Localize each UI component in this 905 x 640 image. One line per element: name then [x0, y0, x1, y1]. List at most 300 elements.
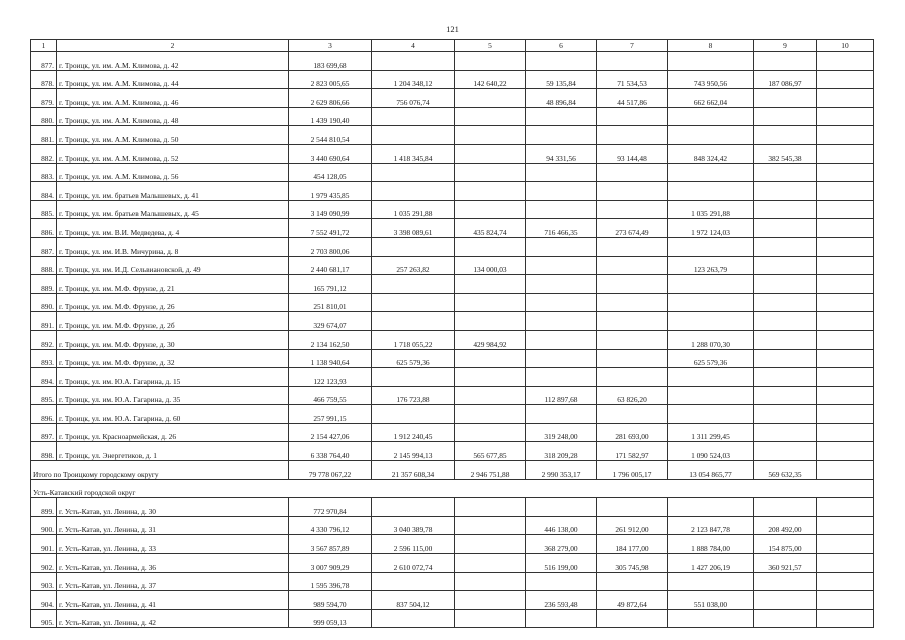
- table-row: [31, 219, 874, 238]
- amount-cell: [526, 312, 597, 331]
- amount-cell: [754, 52, 817, 71]
- amount-cell: [455, 386, 526, 405]
- total-amount-cell: 2 990 353,17: [526, 461, 597, 480]
- amount-cell: 466 759,55: [289, 386, 372, 405]
- row-number: 903.: [31, 572, 57, 591]
- row-number: 892.: [31, 330, 57, 349]
- address-cell: г. Троицк, ул. им. М.Ф. Фрунзе, д. 30: [57, 330, 289, 349]
- address-cell: г. Троицк, ул. им. братьев Малышевых, д. 41: [57, 182, 289, 201]
- amount-cell: 3 567 857,89: [289, 535, 372, 554]
- amount-cell: [754, 609, 817, 628]
- amount-cell: [526, 498, 597, 517]
- address-cell: г. Троицк, ул. им. И.В. Мичурина, д. 8: [57, 237, 289, 256]
- amount-cell: 2 440 681,17: [289, 256, 372, 275]
- amount-cell: [597, 293, 668, 312]
- amount-cell: 305 745,98: [597, 554, 668, 573]
- amount-cell: [668, 126, 754, 145]
- amount-cell: [597, 182, 668, 201]
- amount-cell: 743 950,56: [668, 70, 754, 89]
- section-title: Усть-Катавский городской округ: [31, 479, 874, 498]
- address-cell: г. Троицк, ул. им. А.М. Климова, д. 50: [57, 126, 289, 145]
- table-row: [31, 442, 874, 461]
- amount-cell: 171 582,97: [597, 442, 668, 461]
- amount-cell: [455, 312, 526, 331]
- amount-cell: 2 544 810,54: [289, 126, 372, 145]
- column-number: 1: [31, 40, 57, 52]
- column-number: 6: [526, 40, 597, 52]
- amount-cell: [817, 293, 874, 312]
- amount-cell: [597, 200, 668, 219]
- amount-cell: 1 972 124,03: [668, 219, 754, 238]
- amount-cell: [668, 609, 754, 628]
- row-number: 884.: [31, 182, 57, 201]
- amount-cell: [754, 312, 817, 331]
- amount-cell: [668, 368, 754, 387]
- amount-cell: 551 038,00: [668, 591, 754, 610]
- column-number: 7: [597, 40, 668, 52]
- amount-cell: [754, 386, 817, 405]
- amount-cell: 6 338 764,40: [289, 442, 372, 461]
- amount-cell: 236 593,48: [526, 591, 597, 610]
- address-cell: г. Троицк, ул. им. Ю.А. Гагарина, д. 35: [57, 386, 289, 405]
- amount-cell: 184 177,00: [597, 535, 668, 554]
- total-amount-cell: 13 054 865,77: [668, 461, 754, 480]
- amount-cell: 319 248,00: [526, 423, 597, 442]
- amount-cell: [754, 107, 817, 126]
- address-cell: г. Троицк, ул. им. А.М. Климова, д. 44: [57, 70, 289, 89]
- amount-cell: [817, 89, 874, 108]
- amount-cell: 1 418 345,84: [372, 144, 455, 163]
- amount-cell: [817, 182, 874, 201]
- address-cell: г. Усть-Катав, ул. Ленина, д. 30: [57, 498, 289, 517]
- amount-cell: [817, 554, 874, 573]
- amount-cell: [526, 609, 597, 628]
- amount-cell: 837 504,12: [372, 591, 455, 610]
- amount-cell: [372, 275, 455, 294]
- amount-cell: [817, 126, 874, 145]
- amount-cell: [668, 498, 754, 517]
- amount-cell: 48 896,84: [526, 89, 597, 108]
- amount-cell: 71 534,53: [597, 70, 668, 89]
- amount-cell: [372, 182, 455, 201]
- amount-cell: [817, 237, 874, 256]
- amount-cell: [455, 609, 526, 628]
- amount-cell: 1 595 396,78: [289, 572, 372, 591]
- amount-cell: 368 279,00: [526, 535, 597, 554]
- amount-cell: [668, 275, 754, 294]
- amount-cell: [597, 368, 668, 387]
- amount-cell: [526, 182, 597, 201]
- amount-cell: 429 984,92: [455, 330, 526, 349]
- amount-cell: 63 826,20: [597, 386, 668, 405]
- amount-cell: [817, 107, 874, 126]
- amount-cell: [668, 386, 754, 405]
- amount-cell: [817, 256, 874, 275]
- address-cell: г. Усть-Катав, ул. Ленина, д. 33: [57, 535, 289, 554]
- amount-cell: [817, 219, 874, 238]
- row-number: 902.: [31, 554, 57, 573]
- amount-cell: 183 699,68: [289, 52, 372, 71]
- amount-cell: [526, 330, 597, 349]
- amount-cell: [817, 144, 874, 163]
- row-number: 900.: [31, 516, 57, 535]
- column-number: 3: [289, 40, 372, 52]
- address-cell: г. Троицк, ул. им. М.Ф. Фрунзе, д. 26: [57, 293, 289, 312]
- amount-cell: 848 324,42: [668, 144, 754, 163]
- amount-cell: 662 662,04: [668, 89, 754, 108]
- amount-cell: [817, 70, 874, 89]
- amount-cell: [668, 107, 754, 126]
- section-header-row: [31, 479, 874, 498]
- amount-cell: 1 912 240,45: [372, 423, 455, 442]
- row-number: 891.: [31, 312, 57, 331]
- amount-cell: [754, 182, 817, 201]
- row-number: 905.: [31, 609, 57, 628]
- amount-cell: [754, 256, 817, 275]
- amount-cell: [526, 405, 597, 424]
- amount-cell: [372, 405, 455, 424]
- amount-cell: 2 823 005,65: [289, 70, 372, 89]
- row-number: 890.: [31, 293, 57, 312]
- amount-cell: 446 138,00: [526, 516, 597, 535]
- address-cell: г. Усть-Катав, ул. Ленина, д. 42: [57, 609, 289, 628]
- amount-cell: 1 035 291,88: [372, 200, 455, 219]
- row-number: 883.: [31, 163, 57, 182]
- amount-cell: 989 594,70: [289, 591, 372, 610]
- amount-cell: [372, 368, 455, 387]
- amount-cell: [597, 275, 668, 294]
- amount-cell: 44 517,86: [597, 89, 668, 108]
- amount-cell: 625 579,36: [372, 349, 455, 368]
- amount-cell: [597, 163, 668, 182]
- amount-cell: [668, 182, 754, 201]
- amount-cell: [817, 572, 874, 591]
- total-amount-cell: [817, 461, 874, 480]
- row-number: 877.: [31, 52, 57, 71]
- address-cell: г. Усть-Катав, ул. Ленина, д. 31: [57, 516, 289, 535]
- amount-cell: 318 209,28: [526, 442, 597, 461]
- row-number: 896.: [31, 405, 57, 424]
- column-number: 8: [668, 40, 754, 52]
- table-row: [31, 275, 874, 294]
- address-cell: г. Усть-Катав, ул. Ленина, д. 36: [57, 554, 289, 573]
- amount-cell: 999 059,13: [289, 609, 372, 628]
- amount-cell: 273 674,49: [597, 219, 668, 238]
- amount-cell: [526, 275, 597, 294]
- amount-cell: 1 979 435,85: [289, 182, 372, 201]
- amount-cell: [455, 591, 526, 610]
- amount-cell: [817, 516, 874, 535]
- amount-cell: 565 677,85: [455, 442, 526, 461]
- amount-cell: [597, 609, 668, 628]
- amount-cell: 1 718 055,22: [372, 330, 455, 349]
- address-cell: г. Троицк, ул. им. А.М. Климова, д. 46: [57, 89, 289, 108]
- row-number: 888.: [31, 256, 57, 275]
- amount-cell: [372, 163, 455, 182]
- amount-cell: [455, 423, 526, 442]
- address-cell: г. Троицк, ул. им. А.М. Климова, д. 48: [57, 107, 289, 126]
- amount-cell: [526, 256, 597, 275]
- column-number: 5: [455, 40, 526, 52]
- amount-cell: [372, 107, 455, 126]
- amount-cell: 94 331,56: [526, 144, 597, 163]
- amount-cell: [817, 200, 874, 219]
- amount-cell: [455, 516, 526, 535]
- amount-cell: [754, 126, 817, 145]
- amount-cell: 1 439 190,40: [289, 107, 372, 126]
- amount-cell: 2 154 427,06: [289, 423, 372, 442]
- table-row: [31, 368, 874, 387]
- amount-cell: [668, 312, 754, 331]
- amount-cell: [817, 405, 874, 424]
- amount-cell: [597, 52, 668, 71]
- amount-cell: [526, 349, 597, 368]
- total-label: Итого по Троицкому городскому округу: [31, 461, 289, 480]
- table-row: [31, 52, 874, 71]
- amount-cell: [754, 293, 817, 312]
- amount-cell: 281 693,00: [597, 423, 668, 442]
- amount-cell: 756 076,74: [372, 89, 455, 108]
- amount-cell: [754, 405, 817, 424]
- row-number: 886.: [31, 219, 57, 238]
- amount-cell: 3 040 389,78: [372, 516, 455, 535]
- amount-cell: [526, 163, 597, 182]
- amount-cell: 261 912,00: [597, 516, 668, 535]
- amount-cell: [597, 405, 668, 424]
- amount-cell: [754, 330, 817, 349]
- table-row: [31, 554, 874, 573]
- row-number: 882.: [31, 144, 57, 163]
- row-number: 881.: [31, 126, 57, 145]
- amount-cell: [817, 442, 874, 461]
- amount-cell: [597, 330, 668, 349]
- amount-cell: 1 138 940,64: [289, 349, 372, 368]
- address-cell: г. Троицк, ул. им. И.Д. Сельвиановской, д. 49: [57, 256, 289, 275]
- address-cell: г. Троицк, ул. им. М.Ф. Фрунзе, д. 32: [57, 349, 289, 368]
- table-row: [31, 163, 874, 182]
- amount-cell: 1 888 784,00: [668, 535, 754, 554]
- amount-cell: 208 492,00: [754, 516, 817, 535]
- amount-cell: [754, 572, 817, 591]
- amount-cell: [455, 349, 526, 368]
- amount-cell: [455, 144, 526, 163]
- amount-cell: 2 610 072,74: [372, 554, 455, 573]
- amount-cell: 625 579,36: [668, 349, 754, 368]
- amount-cell: [668, 293, 754, 312]
- amount-cell: [455, 237, 526, 256]
- address-cell: г. Троицк, ул. им. М.Ф. Фрунзе, д. 2б: [57, 312, 289, 331]
- amount-cell: [455, 572, 526, 591]
- amount-cell: [372, 572, 455, 591]
- amount-cell: 1 204 348,12: [372, 70, 455, 89]
- address-cell: г. Троицк, ул. им. Ю.А. Гагарина, д. 60: [57, 405, 289, 424]
- amount-cell: [455, 52, 526, 71]
- amount-cell: [754, 349, 817, 368]
- amount-cell: [455, 107, 526, 126]
- row-number: 899.: [31, 498, 57, 517]
- amount-cell: 382 545,38: [754, 144, 817, 163]
- register-table: [30, 39, 874, 628]
- amount-cell: [597, 107, 668, 126]
- amount-cell: [526, 200, 597, 219]
- column-number: 9: [754, 40, 817, 52]
- amount-cell: [754, 368, 817, 387]
- address-cell: г. Усть-Катав, ул. Ленина, д. 41: [57, 591, 289, 610]
- amount-cell: [817, 423, 874, 442]
- row-number: 897.: [31, 423, 57, 442]
- row-number: 893.: [31, 349, 57, 368]
- amount-cell: [817, 609, 874, 628]
- amount-cell: 1 427 206,19: [668, 554, 754, 573]
- amount-cell: 123 263,79: [668, 256, 754, 275]
- table-row: [31, 609, 874, 628]
- amount-cell: [597, 237, 668, 256]
- address-cell: г. Усть-Катав, ул. Ленина, д. 37: [57, 572, 289, 591]
- amount-cell: [754, 442, 817, 461]
- total-amount-cell: 79 778 067,22: [289, 461, 372, 480]
- amount-cell: [455, 293, 526, 312]
- amount-cell: [372, 237, 455, 256]
- address-cell: г. Троицк, ул. Красноармейская, д. 26: [57, 423, 289, 442]
- amount-cell: 3 440 690,64: [289, 144, 372, 163]
- row-number: 889.: [31, 275, 57, 294]
- amount-cell: [455, 89, 526, 108]
- row-number: 880.: [31, 107, 57, 126]
- amount-cell: [526, 237, 597, 256]
- table-row: [31, 237, 874, 256]
- amount-cell: [455, 275, 526, 294]
- amount-cell: 2 123 847,78: [668, 516, 754, 535]
- amount-cell: 1 311 299,45: [668, 423, 754, 442]
- amount-cell: 154 875,00: [754, 535, 817, 554]
- table-row: [31, 293, 874, 312]
- amount-cell: [668, 52, 754, 71]
- amount-cell: 329 674,07: [289, 312, 372, 331]
- amount-cell: 257 263,82: [372, 256, 455, 275]
- amount-cell: [455, 554, 526, 573]
- amount-cell: [526, 572, 597, 591]
- amount-cell: [455, 535, 526, 554]
- amount-cell: [597, 312, 668, 331]
- amount-cell: [817, 163, 874, 182]
- total-row: [31, 461, 874, 480]
- amount-cell: [754, 275, 817, 294]
- amount-cell: [372, 498, 455, 517]
- amount-cell: [526, 126, 597, 145]
- amount-cell: 435 824,74: [455, 219, 526, 238]
- address-cell: г. Троицк, ул. им. А.М. Климова, д. 52: [57, 144, 289, 163]
- amount-cell: 165 791,12: [289, 275, 372, 294]
- amount-cell: [817, 368, 874, 387]
- table-row: [31, 516, 874, 535]
- amount-cell: [372, 312, 455, 331]
- address-cell: г. Троицк, ул. им. Ю.А. Гагарина, д. 15: [57, 368, 289, 387]
- amount-cell: [372, 52, 455, 71]
- amount-cell: 2 629 806,66: [289, 89, 372, 108]
- row-number: 878.: [31, 70, 57, 89]
- amount-cell: [754, 219, 817, 238]
- amount-cell: 134 000,03: [455, 256, 526, 275]
- amount-cell: [455, 368, 526, 387]
- table-row: [31, 256, 874, 275]
- amount-cell: 176 723,88: [372, 386, 455, 405]
- column-number: 4: [372, 40, 455, 52]
- address-cell: г. Троицк, ул. им. А.М. Климова, д. 42: [57, 52, 289, 71]
- address-cell: г. Троицк, ул. Энергетиков, д. 1: [57, 442, 289, 461]
- row-number: 904.: [31, 591, 57, 610]
- amount-cell: [754, 200, 817, 219]
- table-row: [31, 144, 874, 163]
- address-cell: г. Троицк, ул. им. М.Ф. Фрунзе, д. 21: [57, 275, 289, 294]
- amount-cell: [817, 535, 874, 554]
- row-number: 895.: [31, 386, 57, 405]
- table-row: [31, 330, 874, 349]
- table-body: [31, 40, 874, 628]
- amount-cell: [754, 423, 817, 442]
- table-row: [31, 126, 874, 145]
- amount-cell: [668, 163, 754, 182]
- address-cell: г. Троицк, ул. им. братьев Малышевых, д. 45: [57, 200, 289, 219]
- table-row: [31, 349, 874, 368]
- address-cell: г. Троицк, ул. им. А.М. Климова, д. 56: [57, 163, 289, 182]
- column-number: 10: [817, 40, 874, 52]
- amount-cell: [597, 349, 668, 368]
- table-row: [31, 89, 874, 108]
- amount-cell: [817, 330, 874, 349]
- amount-cell: 2 134 162,50: [289, 330, 372, 349]
- amount-cell: 59 135,84: [526, 70, 597, 89]
- total-amount-cell: 2 946 751,88: [455, 461, 526, 480]
- table-row: [31, 405, 874, 424]
- column-number-row: [31, 40, 874, 52]
- amount-cell: [668, 237, 754, 256]
- amount-cell: 3 149 090,99: [289, 200, 372, 219]
- amount-cell: [455, 200, 526, 219]
- amount-cell: 4 330 796,12: [289, 516, 372, 535]
- row-number: 885.: [31, 200, 57, 219]
- amount-cell: [668, 572, 754, 591]
- amount-cell: 772 970,84: [289, 498, 372, 517]
- table-row: [31, 423, 874, 442]
- amount-cell: [372, 293, 455, 312]
- amount-cell: 49 872,64: [597, 591, 668, 610]
- amount-cell: 1 090 524,03: [668, 442, 754, 461]
- amount-cell: 251 810,01: [289, 293, 372, 312]
- amount-cell: [526, 368, 597, 387]
- row-number: 894.: [31, 368, 57, 387]
- amount-cell: 2 145 994,13: [372, 442, 455, 461]
- amount-cell: [526, 107, 597, 126]
- row-number: 879.: [31, 89, 57, 108]
- amount-cell: [526, 52, 597, 71]
- amount-cell: [754, 163, 817, 182]
- total-amount-cell: 1 796 005,17: [597, 461, 668, 480]
- amount-cell: [372, 126, 455, 145]
- amount-cell: 2 596 115,00: [372, 535, 455, 554]
- amount-cell: [526, 293, 597, 312]
- amount-cell: 112 897,68: [526, 386, 597, 405]
- amount-cell: [455, 405, 526, 424]
- total-amount-cell: 21 357 608,34: [372, 461, 455, 480]
- amount-cell: [754, 89, 817, 108]
- amount-cell: [817, 498, 874, 517]
- amount-cell: 142 640,22: [455, 70, 526, 89]
- table-row: [31, 312, 874, 331]
- amount-cell: 716 466,35: [526, 219, 597, 238]
- column-number: 2: [57, 40, 289, 52]
- amount-cell: 93 144,48: [597, 144, 668, 163]
- amount-cell: 454 128,05: [289, 163, 372, 182]
